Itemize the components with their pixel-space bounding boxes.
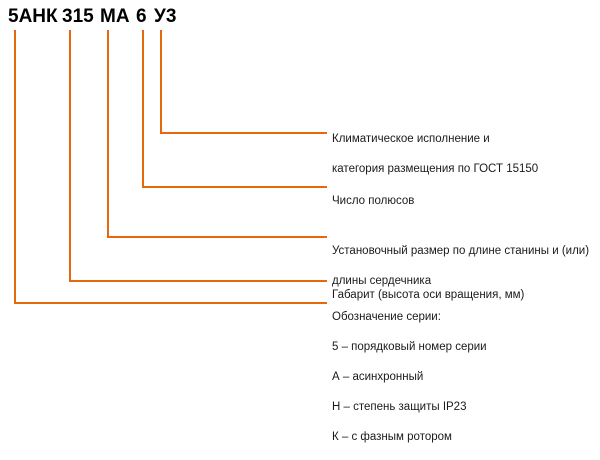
callout-line: К – с фазным ротором (332, 431, 452, 443)
callout-label-series-designation (332, 295, 487, 460)
leader-hline-climatic (160, 132, 327, 134)
callout-label-pole-count (332, 179, 414, 224)
leader-vline-climatic (160, 30, 162, 134)
code-part-climatic: У3 (154, 6, 177, 27)
callout-line: Установочный размер по длине станины и (или) (332, 245, 590, 257)
callout-line: А – асинхронный (332, 371, 424, 383)
code-part-pole-count: 6 (136, 6, 147, 27)
code-part-series: 5АНК (8, 6, 58, 27)
callout-line: Число полюсов (332, 195, 415, 207)
code-part-frame-size: 315 (62, 6, 94, 27)
callout-line: Климатическое исполнение и (332, 133, 490, 145)
leader-vline-series (14, 30, 16, 304)
callout-line: категория размещения по ГОСТ 15150 (332, 163, 539, 175)
leader-vline-frame (69, 30, 71, 282)
callout-line: Обозначение серии: (332, 311, 441, 323)
leader-hline-mounting (107, 236, 327, 238)
callout-line: 5 – порядковый номер серии (332, 341, 487, 353)
code-part-mounting-size: МА (100, 6, 130, 27)
leader-hline-poles (142, 186, 327, 188)
leader-vline-mounting (107, 30, 109, 238)
callout-line: Н – степень защиты IP23 (332, 401, 467, 413)
leader-hline-series (14, 302, 327, 304)
callout-line: длины сердечника (332, 275, 432, 287)
callout-line: Габарит (высота оси вращения, мм) (332, 289, 525, 301)
leader-vline-poles (142, 30, 144, 188)
leader-hline-frame (69, 280, 327, 282)
